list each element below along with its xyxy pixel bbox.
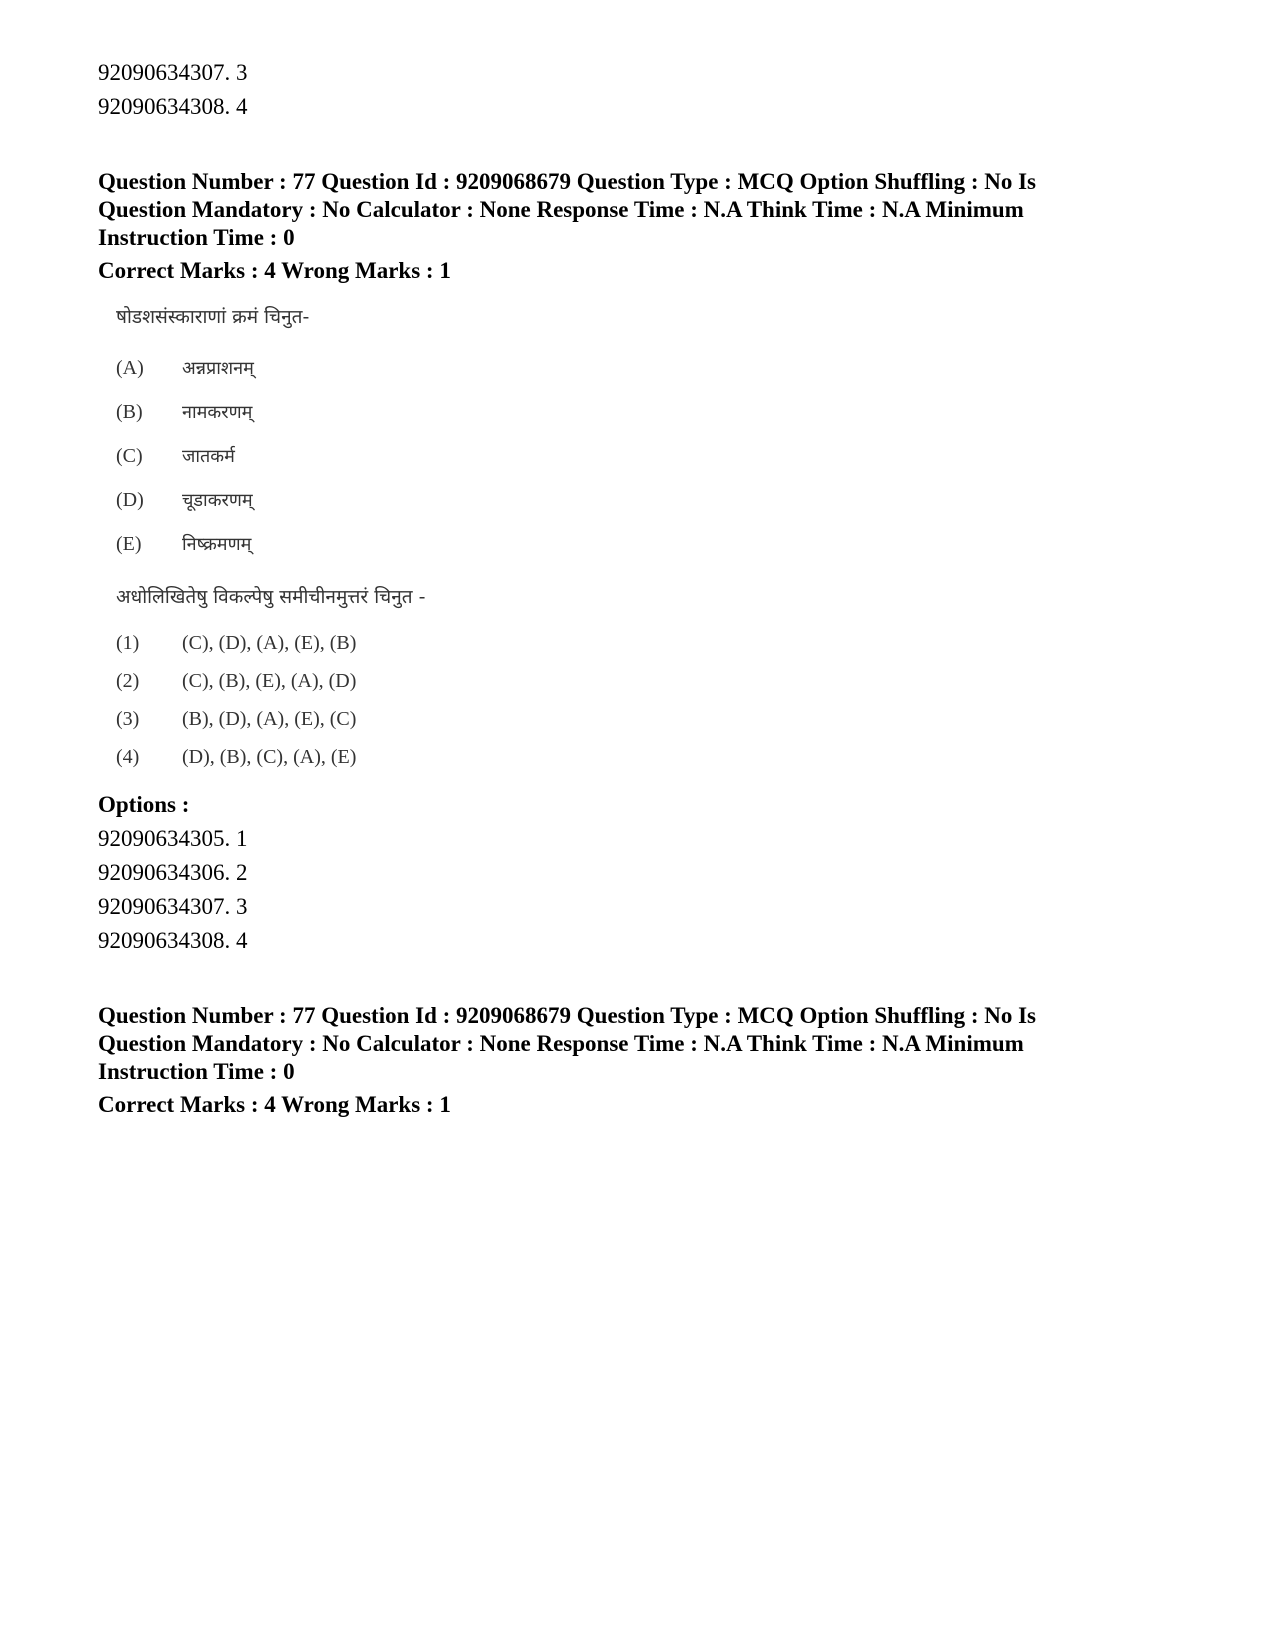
option-line: 92090634305. 1 <box>98 826 248 851</box>
item-key: (E) <box>116 532 142 555</box>
choice-key: (1) <box>116 631 140 654</box>
option-line: 92090634307. 3 <box>98 60 248 85</box>
item-key: (B) <box>116 400 143 423</box>
choice-text: (C), (D), (A), (E), (B) <box>182 631 357 654</box>
document-page <box>98 56 1198 1122</box>
item-text: नामकरणम् <box>182 402 253 423</box>
choice-text: (D), (B), (C), (A), (E) <box>182 745 357 768</box>
question-header-line: Instruction Time : 0 <box>98 225 295 250</box>
question-instruction: अधोलिखितेषु विकल्पेषु समीचीनमुत्तरं चिनुत - <box>116 586 426 608</box>
question-stem: षोडशसंस्काराणां क्रमं चिनुत- <box>116 306 310 328</box>
answer-choice <box>116 738 636 776</box>
item-key: (A) <box>116 356 144 379</box>
question-header-line: Question Number : 77 Question Id : 9209068679 Question Type : MCQ Option Shuffling : No Is <box>98 1003 1037 1028</box>
option-line: 92090634306. 2 <box>98 860 248 885</box>
question-header-line: Instruction Time : 0 <box>98 1059 295 1084</box>
item-text: निष्क्रमणम् <box>182 534 252 555</box>
question-header-line: Question Mandatory : No Calculator : None Response Time : N.A Think Time : N.A Minimum <box>98 197 1024 222</box>
sequence-item <box>116 434 636 478</box>
item-key: (C) <box>116 444 143 467</box>
options-label: Options : <box>98 792 190 817</box>
item-text: अन्नप्राशनम् <box>182 358 254 379</box>
item-text: चूडाकरणम् <box>182 490 253 511</box>
sequence-item <box>116 522 636 566</box>
option-line: 92090634308. 4 <box>98 928 248 953</box>
option-line: 92090634307. 3 <box>98 894 248 919</box>
item-text: जातकर्म <box>182 446 235 467</box>
choice-key: (3) <box>116 707 140 730</box>
sequence-item <box>116 346 636 390</box>
question-header-line: Question Mandatory : No Calculator : None Response Time : N.A Think Time : N.A Minimum <box>98 1031 1024 1056</box>
answer-choice <box>116 700 636 738</box>
answer-choice <box>116 624 636 662</box>
question-marks: Correct Marks : 4 Wrong Marks : 1 <box>98 1092 451 1117</box>
previous-options <box>98 56 1198 124</box>
answer-choice <box>116 662 636 700</box>
question-image <box>116 302 636 776</box>
sequence-item <box>116 478 636 522</box>
choice-key: (2) <box>116 669 140 692</box>
question-block <box>98 1002 1198 1122</box>
choice-text: (C), (B), (E), (A), (D) <box>182 669 357 692</box>
question-header-line: Question Number : 77 Question Id : 9209068679 Question Type : MCQ Option Shuffling : No Is <box>98 169 1037 194</box>
choice-text: (B), (D), (A), (E), (C) <box>182 707 357 730</box>
item-key: (D) <box>116 488 144 511</box>
choice-key: (4) <box>116 745 140 768</box>
question-block <box>98 168 1198 958</box>
sequence-item <box>116 390 636 434</box>
question-marks: Correct Marks : 4 Wrong Marks : 1 <box>98 258 451 283</box>
option-line: 92090634308. 4 <box>98 94 248 119</box>
